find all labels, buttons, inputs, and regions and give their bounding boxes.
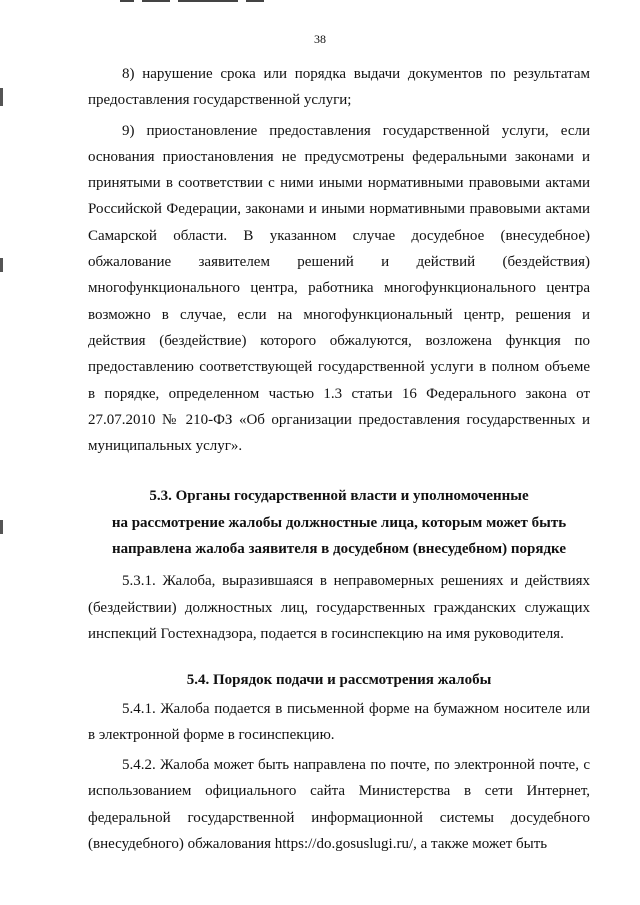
scan-edge-mark	[0, 88, 3, 106]
paragraph-item-8: 8) нарушение срока или порядка выдачи документов по результатам предоставления государственной услуги;	[88, 66, 590, 109]
paragraph-5-4-2: 5.4.2. Жалоба может быть направлена по почте, по электронной почте, с использованием официального сайта Министерства в сети Интернет, федеральной государственной информационной системы досудебного (внесудебного) обжалования https://do.gosuslugi.ru/, а также может быть	[88, 757, 590, 853]
section-5-3-heading-line: 5.3. Органы государственной власти и уполномоченные	[149, 488, 529, 505]
scan-top-marks	[120, 0, 340, 3]
document-body	[88, 61, 590, 857]
section-5-3-heading	[88, 483, 590, 562]
scan-edge-mark	[0, 258, 3, 272]
paragraph-5-4-1: 5.4.1. Жалоба подается в письменной форме на бумажном носителе или в электронной форме в госинспекцию.	[88, 700, 590, 743]
paragraph-5-3-1: 5.3.1. Жалоба, выразившаяся в неправомерных решениях и действиях (бездействии) должностных лиц, государственных гражданских служащих инспекций Гостехнадзора, подается в госинспекцию на имя руководителя.	[88, 573, 590, 642]
scan-edge-mark	[0, 520, 3, 534]
section-5-3-heading-line: направлена жалоба заявителя в досудебном (внесудебном) порядке	[112, 541, 566, 558]
paragraph-item-9: 9) приостановление предоставления государственной услуги, если основания приостановления не предусмотрены федеральными законами и принятыми в соответствии с ними иными нормативными правовыми актами Российской Федерации, законами и иными нормативными правовыми актами Самарской области. В указанном случае досудебное (внесудебное) обжалование заявителем решений и действий (бездействия) многофункционального центра, работника многофункционального центра возможно в случае, если на многофункциональный центр, решения и действия (бездействие) которого обжалуются, возложена функция по предоставлению соответствующей государственной услуги в полном объеме в порядке, определенном частью 1.3 статьи 16 Федерального закона от 27.07.2010 № 210-ФЗ «Об организации предоставления государственных и муниципальных услуг».	[88, 122, 590, 455]
section-5-3-heading-line: на рассмотрение жалобы должностные лица, которым может быть	[111, 514, 567, 531]
page-number: 38	[314, 32, 326, 46]
section-5-4-heading: 5.4. Порядок подачи и рассмотрения жалобы	[186, 672, 492, 689]
